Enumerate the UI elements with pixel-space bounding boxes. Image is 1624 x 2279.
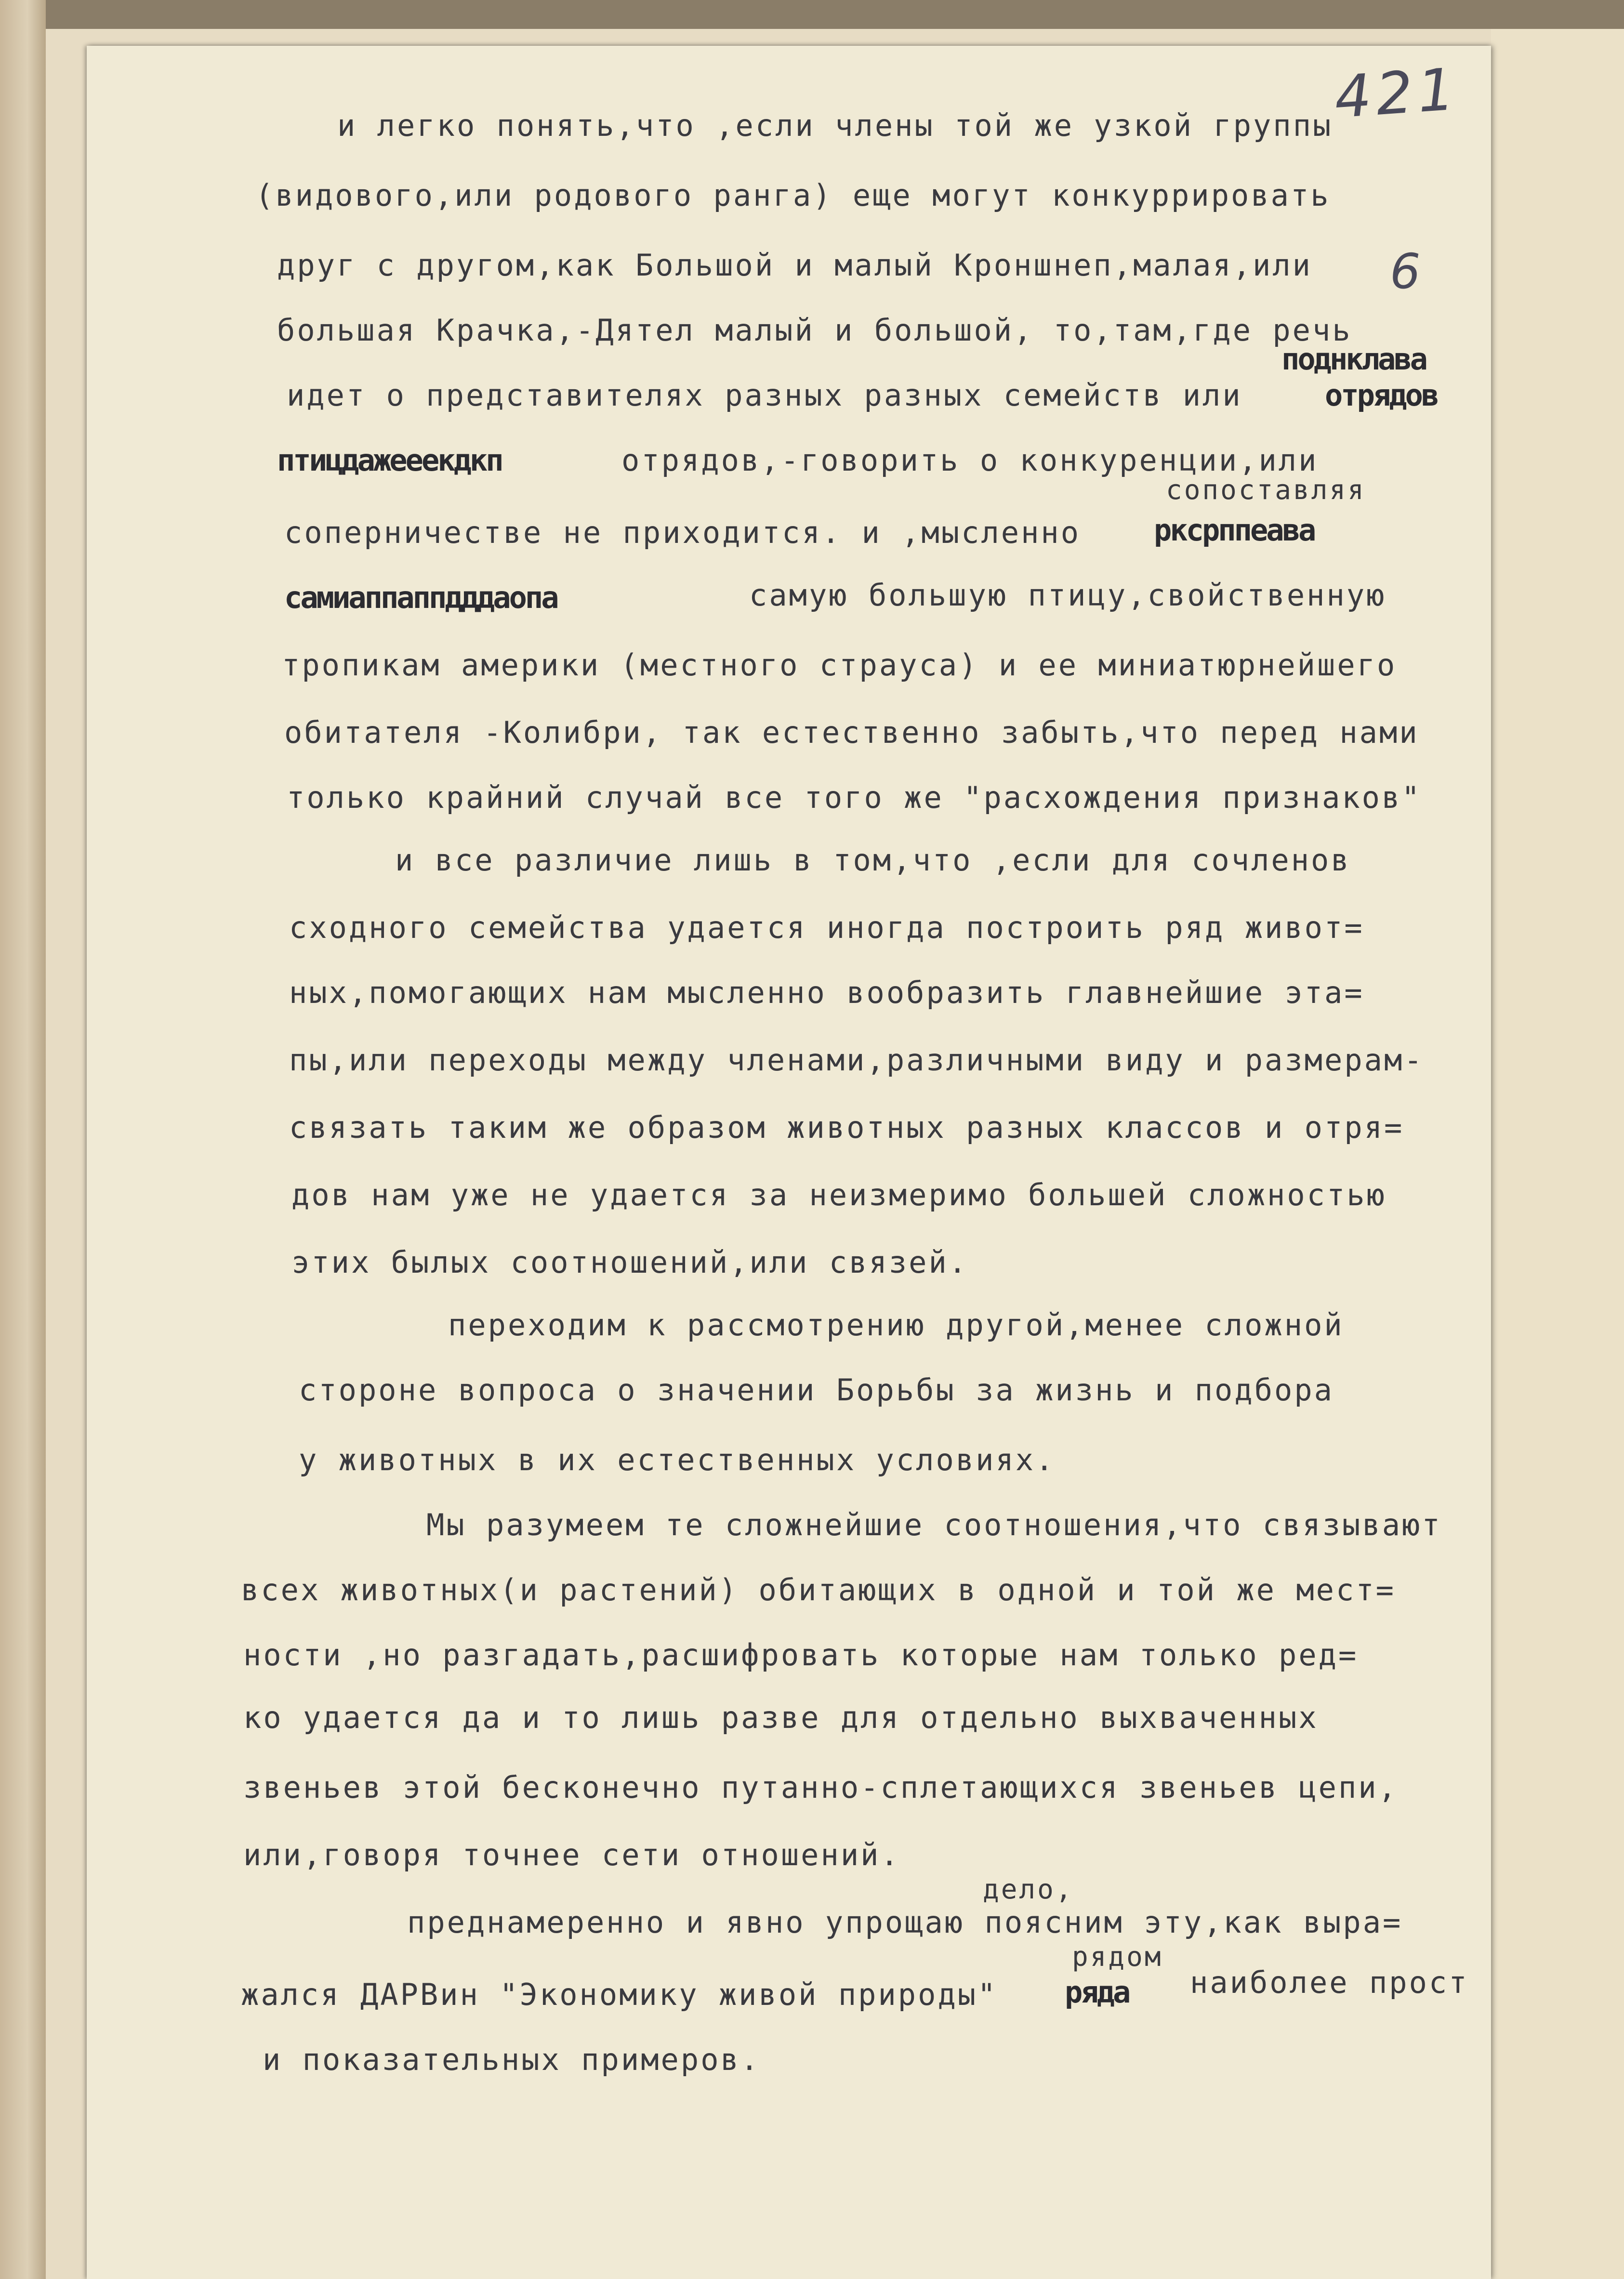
- text-line: обитателя -Колибри, так естественно забыть,что перед нами: [284, 715, 1419, 750]
- interlinear-insert: рядом: [1072, 1941, 1163, 1973]
- text-line: переходим к рассмотрению другой,менее сложной: [448, 1307, 1344, 1343]
- text-line: большая Крачка,-Дятел малый и большой, то,там,где речь: [277, 313, 1352, 348]
- folio-number: 421: [1332, 56, 1462, 132]
- book-binding: [0, 0, 46, 2279]
- interlinear-insert: сопоставляя: [1166, 474, 1366, 506]
- text-line: и легко понять,что ,если члены той же узкой группы: [337, 108, 1333, 143]
- text-line: преднамеренно и явно упрощаю поясним эту,как выра=: [407, 1905, 1403, 1940]
- text-line: звеньев этой бесконечно путанно-сплетающихся звеньев цепи,: [243, 1770, 1398, 1805]
- text-line: стороне вопроса о значении Борьбы за жизнь и подбора: [299, 1372, 1334, 1408]
- text-line: соперничестве не приходится. и ,мысленно: [284, 515, 1081, 550]
- text-line: тропикам америки (местного страуса) и ее миниатюрнейшего: [282, 647, 1397, 683]
- text-line: сходного семейства удается иногда построить ряд живот=: [289, 910, 1364, 945]
- text-line: пы,или переходы между членами,различными виду и размерам-: [289, 1042, 1424, 1078]
- text-line: или,говоря точнее сети отношений.: [243, 1837, 900, 1872]
- strikeout: поднклава: [1281, 342, 1426, 377]
- text-line: у животных в их естественных условиях.: [299, 1442, 1056, 1477]
- text-line: и показательных примеров.: [263, 2042, 761, 2077]
- text-line: ности ,но разгадать,расшифровать которые нам только ред=: [243, 1637, 1359, 1673]
- text-line: Мы разумеем те сложнейшие соотношения,что связывают: [426, 1507, 1442, 1542]
- interlinear-insert: дело,: [983, 1874, 1074, 1905]
- text-line: (видового,или родового ранга) еще могут конкуррировать: [255, 178, 1331, 213]
- text-line: самую большую птицу,свойственную: [749, 578, 1386, 613]
- strikeout: ряда: [1065, 1975, 1129, 2010]
- text-line: ко удается да и то лишь разве для отдельно выхваченных: [243, 1700, 1319, 1735]
- margin-mark: 6: [1390, 243, 1421, 300]
- strikeout: самиаппаппдддаопа: [284, 580, 557, 615]
- page-edge: [1491, 29, 1624, 2279]
- text-line: только крайний случай все того же "расхождения признаков": [287, 780, 1422, 815]
- text-line: идет о представителях разных разных семейств или: [287, 378, 1242, 413]
- text-line: всех животных(и растений) обитающих в одной и той же мест=: [241, 1572, 1396, 1607]
- text-line: жался ДАРВин "Экономику живой природы": [241, 1977, 998, 2012]
- text-line: этих былых соотношений,или связей.: [291, 1245, 969, 1280]
- text-line: друг с другом,как Большой и малый Кроншнеп,малая,или: [277, 248, 1313, 283]
- strikeout: птицдажееекдкп: [277, 443, 502, 478]
- text-line: отрядов,-говорить о конкуренции,или: [621, 443, 1319, 478]
- text-line: ных,помогающих нам мысленно вообразить главнейшие эта=: [289, 975, 1364, 1010]
- text-line: и все различие лишь в том,что ,если для сочленов: [395, 843, 1351, 878]
- strikeout: рксрппеава: [1154, 513, 1315, 548]
- text-line: дов нам уже не удается за неизмеримо большей сложностью: [291, 1177, 1386, 1212]
- text-line: наиболее прост: [1190, 1965, 1469, 2000]
- text-line: связать таким же образом животных разных классов и отря=: [289, 1110, 1404, 1145]
- strikeout: отрядов: [1325, 378, 1438, 413]
